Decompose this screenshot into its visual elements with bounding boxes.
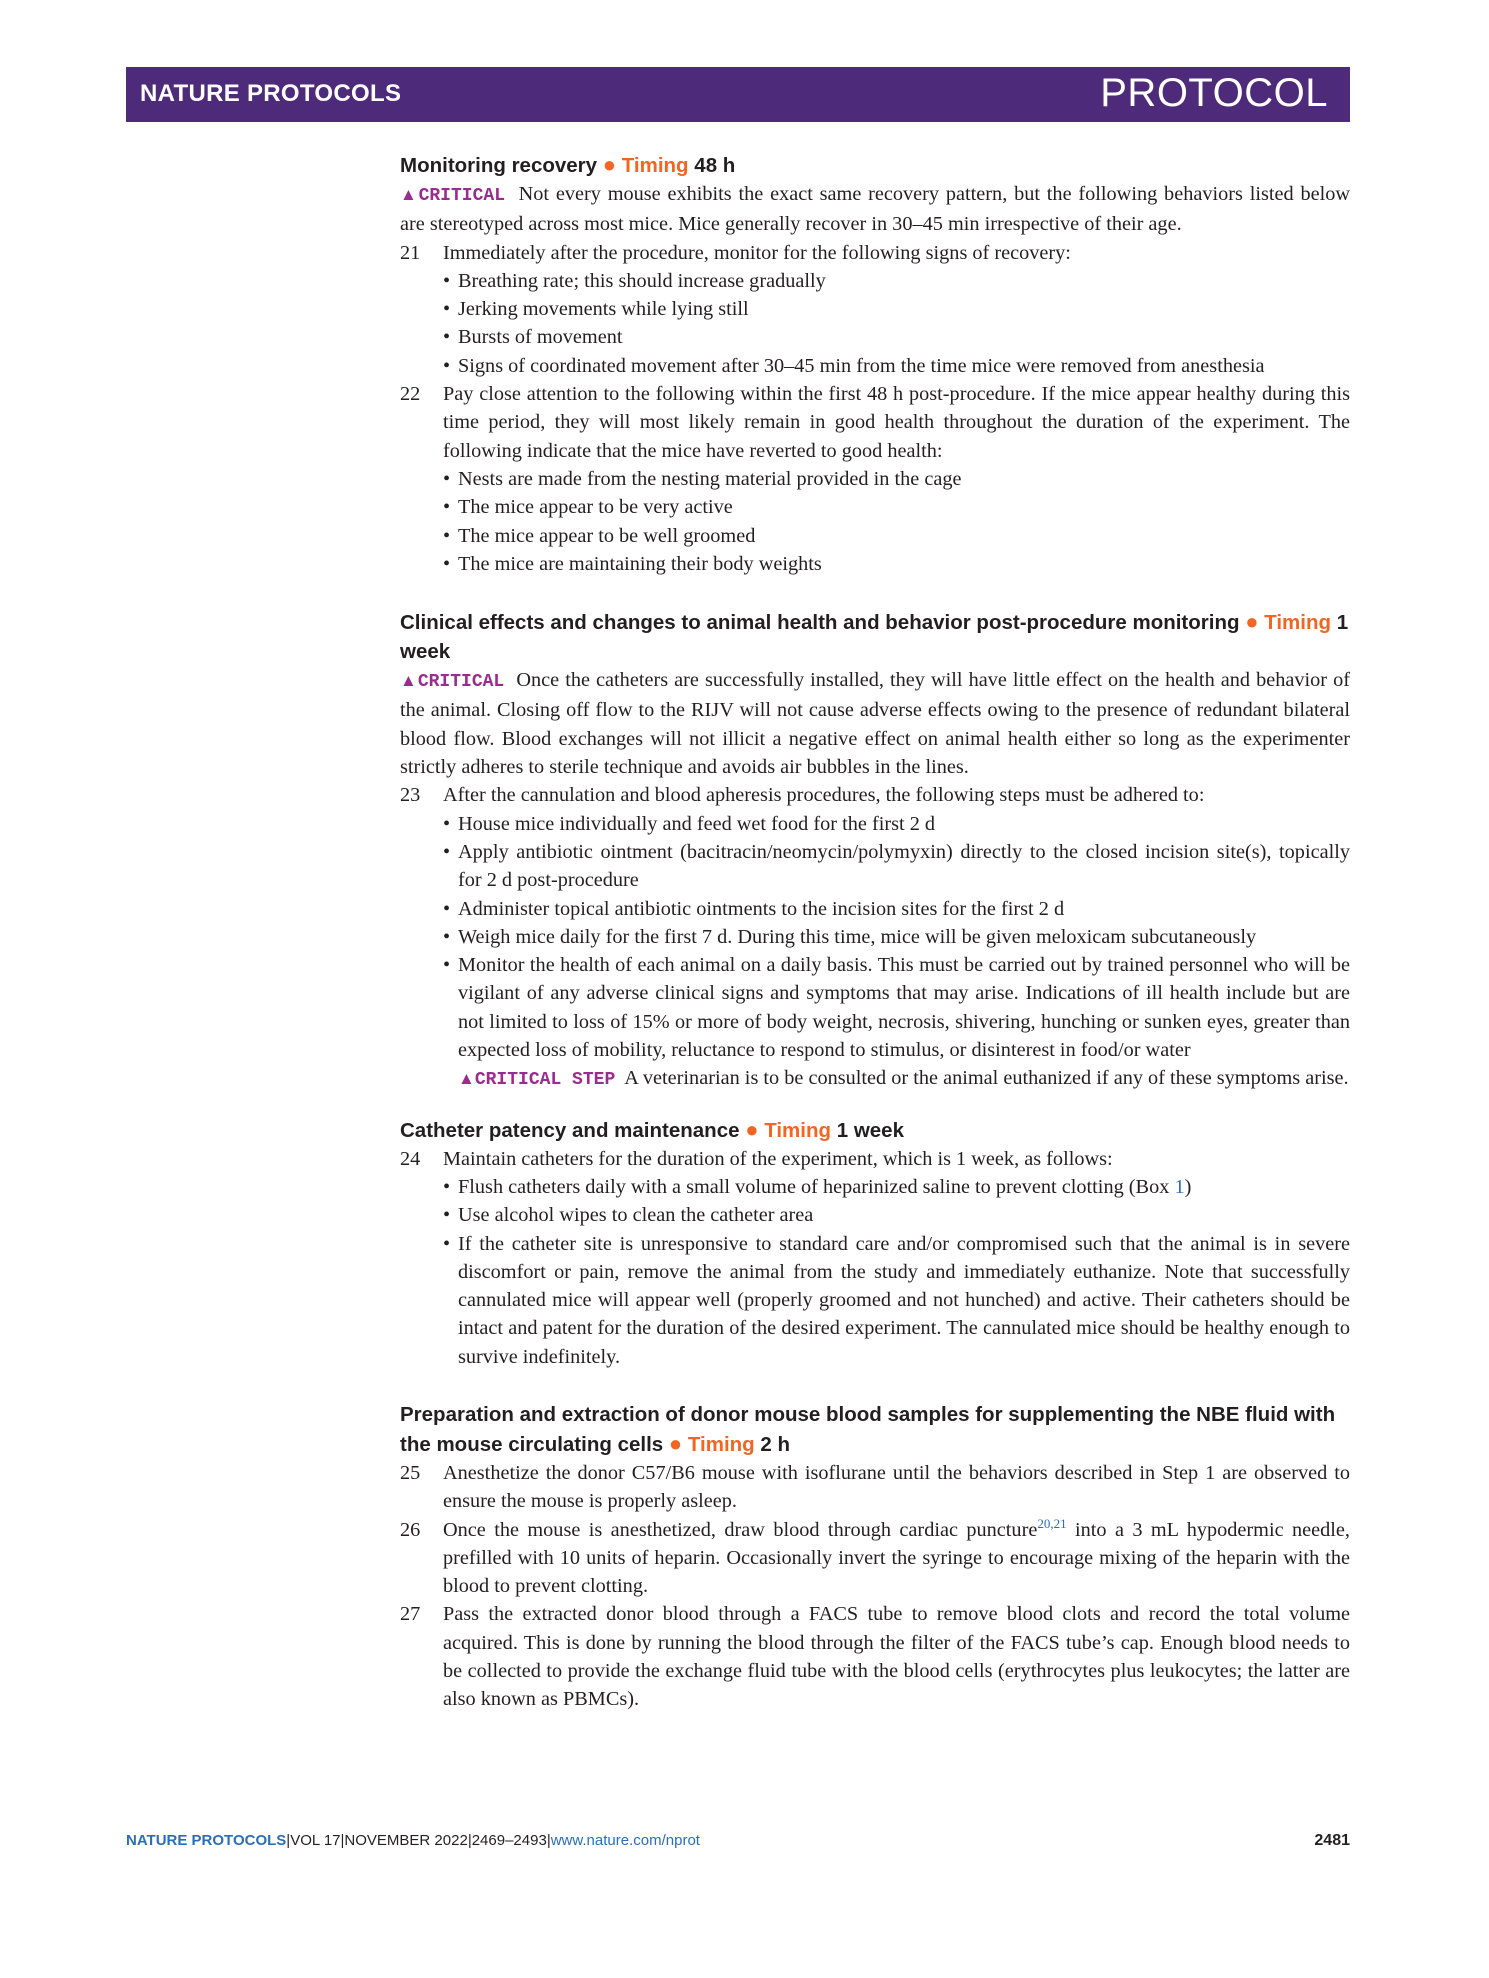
timing-value: 1 week <box>400 611 1349 664</box>
step-number: 27 <box>400 1603 421 1626</box>
bullet-icon: • <box>443 1175 451 1198</box>
bullet-item <box>443 1173 1350 1201</box>
timing-label: Timing <box>1264 611 1332 635</box>
step-item <box>400 380 1350 578</box>
timing-label: Timing <box>621 154 689 177</box>
section-heading <box>400 150 1350 180</box>
timing-value: 2 h <box>760 1432 791 1456</box>
bullet-text: Use alcohol wipes to clean the catheter area <box>458 1204 814 1227</box>
critical-step-note <box>443 1064 1350 1094</box>
bullet-text: Nests are made from the nesting material provided in the cage <box>458 467 962 490</box>
step-text-start: Once the mouse is anesthetized, draw blood through cardiac puncture <box>443 1518 1038 1541</box>
footer-pages: 2469–2493 <box>471 1832 547 1849</box>
section-heading <box>400 1400 1350 1459</box>
box-link[interactable]: 1 <box>1174 1175 1185 1198</box>
section-heading <box>400 607 1350 666</box>
critical-label: CRITICAL <box>417 672 505 693</box>
footer-date: NOVEMBER 2022 <box>344 1832 468 1849</box>
page-number: 2481 <box>1314 1832 1350 1849</box>
step-text: Immediately after the procedure, monitor for the following signs of recovery: <box>443 241 1071 264</box>
step-text <box>443 1516 1350 1601</box>
bullet-icon: • <box>443 1204 451 1227</box>
step-item <box>400 1516 1350 1601</box>
step-text: Pay close attention to the following within the first 48 h post-procedure. If the mice appear healthy during this time period, they will most likely remain in good health throughout the duration of the experiment. The following indicate that the mice have reverted to good health: <box>443 383 1350 462</box>
bullet-icon: • <box>443 298 451 321</box>
section-title: Clinical effects and changes to animal health and behavior post-procedure monitoring <box>400 611 1240 635</box>
bullet-item <box>443 951 1350 1064</box>
page-header <box>126 67 1350 122</box>
bullet-item <box>443 1230 1350 1371</box>
step-number: 23 <box>400 784 421 807</box>
footer-volume: VOL 17 <box>290 1832 341 1849</box>
timing-value: 1 week <box>836 1118 904 1142</box>
timing-label: Timing <box>764 1118 832 1142</box>
critical-text: Once the catheters are successfully installed, they will have little effect on the health and behavior of the animal. Closing off flow to the RIJV will not cause adverse effects owing to the presence of redundant bilateral blood flow. Blood exchanges will not illicit a negative effect on animal health either so long as the experimenter strictly adheres to sterile technique and avoids air bubbles in the lines. <box>400 669 1351 779</box>
bullet-icon: • <box>443 269 451 292</box>
bullet-icon: • <box>443 467 451 490</box>
section-title: Monitoring recovery <box>400 154 598 177</box>
main-content <box>400 150 1350 1714</box>
critical-step-text: A veterinarian is to be consulted or the animal euthanized if any of these symptoms arise. <box>624 1067 1349 1090</box>
timing-value: 48 h <box>694 154 736 177</box>
critical-note <box>400 180 1350 239</box>
bullet-text: Apply antibiotic ointment (bacitracin/neomycin/polymyxin) directly to the closed incision site(s), topically for 2 d post-procedure <box>458 840 1350 892</box>
bullet-icon: • <box>443 812 451 835</box>
footer-url-link[interactable]: www.nature.com/nprot <box>550 1832 700 1849</box>
bullet-text-end: ) <box>1184 1175 1192 1198</box>
step-text-end: into a 3 mL hypodermic needle, prefilled with 10 units of heparin. Occasionally invert the syringe to encourage mixing of the heparin with the blood to prevent clotting. <box>443 1518 1350 1598</box>
bullet-text: Monitor the health of each animal on a daily basis. This must be carried out by trained personnel who will be vigilant of any adverse clinical signs and symptoms that may arise. Indications of ill health include but are not limited to loss of 15% or more of body weight, necrosis, shivering, hunching or sunken eyes, greater than expected loss of mobility, reluctance to respond to stimulus, or disinterest in food/or water <box>458 954 1350 1062</box>
critical-triangle-icon: ▲ <box>400 185 419 204</box>
bullet-text: Flush catheters daily with a small volume of heparinized saline to prevent clotting (Box <box>458 1175 1175 1198</box>
timing-dot-icon: ● <box>745 1116 759 1142</box>
section-title: Preparation and extraction of donor mouse blood samples for supplementing the NBE fluid with the mouse circulating cells <box>400 1402 1336 1456</box>
bullet-item <box>443 810 1350 838</box>
bullet-icon: • <box>443 524 451 547</box>
critical-triangle-icon: ▲ <box>400 671 418 691</box>
critical-note <box>400 666 1350 781</box>
critical-label: CRITICAL <box>418 186 505 206</box>
bullet-icon: • <box>443 1232 451 1255</box>
bullet-item <box>443 295 1350 323</box>
reference-link[interactable]: 20,21 <box>1037 1515 1067 1531</box>
bullet-icon: • <box>443 954 451 977</box>
bullet-text: House mice individually and feed wet food for the first 2 d <box>458 812 936 835</box>
bullet-icon: • <box>443 925 451 948</box>
step-item <box>400 1459 1350 1516</box>
step-item <box>400 1145 1350 1371</box>
step-number: 24 <box>400 1147 421 1170</box>
bullet-item <box>443 923 1350 951</box>
bullet-item <box>443 323 1350 351</box>
bullet-item <box>443 465 1350 493</box>
timing-dot-icon: ● <box>1245 609 1259 635</box>
bullet-item <box>443 1201 1350 1229</box>
critical-step-label: CRITICAL STEP <box>474 1070 616 1091</box>
bullet-item <box>443 838 1350 895</box>
step-text: After the cannulation and blood apheresis procedures, the following steps must be adhered to: <box>443 784 1205 807</box>
bullet-icon: • <box>443 552 451 575</box>
bullet-item <box>443 267 1350 295</box>
bullet-text: The mice are maintaining their body weights <box>458 552 822 575</box>
bullet-item <box>443 895 1350 923</box>
bullet-text: Administer topical antibiotic ointments to the incision sites for the first 2 d <box>458 897 1065 920</box>
section-heading <box>400 1115 1350 1145</box>
bullet-text: If the catheter site is unresponsive to standard care and/or compromised such that the animal is in severe discomfort or pain, remove the animal from the study and immediately euthanize. Note that successfully cannulated mice will appear well (properly groomed and not hunched) and active. Their catheters should be intact and patent for the duration of the desired experiment. The cannulated mice should be healthy enough to survive indefinitely. <box>458 1232 1350 1368</box>
bullet-icon: • <box>443 897 451 920</box>
journal-name: NATURE PROTOCOLS <box>140 80 402 107</box>
footer-journal: NATURE PROTOCOLS <box>126 1832 287 1849</box>
critical-triangle-icon: ▲ <box>458 1069 475 1089</box>
step-number: 25 <box>400 1461 421 1484</box>
step-text: Maintain catheters for the duration of the experiment, which is 1 week, as follows: <box>443 1147 1113 1170</box>
bullet-icon: • <box>443 496 451 519</box>
bullet-text: The mice appear to be well groomed <box>458 524 756 547</box>
article-type: PROTOCOL <box>1100 71 1328 115</box>
bullet-item <box>443 522 1350 550</box>
step-item <box>400 1600 1350 1713</box>
critical-text: Not every mouse exhibits the exact same recovery pattern, but the following behaviors listed below are stereotyped across most mice. Mice generally recover in 30–45 min irrespective of their age. <box>400 183 1351 236</box>
bullet-text: Signs of coordinated movement after 30–45 min from the time mice were removed from anesthesia <box>458 354 1265 377</box>
step-number: 22 <box>400 383 421 406</box>
bullet-text: Jerking movements while lying still <box>458 298 749 321</box>
bullet-icon: • <box>443 840 451 863</box>
timing-label: Timing <box>687 1432 755 1456</box>
step-number: 21 <box>400 241 421 264</box>
bullet-icon: • <box>443 326 451 349</box>
step-text: Anesthetize the donor C57/B6 mouse with isoflurane until the behaviors described in Step 1 are observed to ensure the mouse is properly asleep. <box>443 1461 1350 1513</box>
step-item <box>400 239 1350 380</box>
bullet-icon: • <box>443 354 451 377</box>
bullet-item <box>443 352 1350 380</box>
step-text: Pass the extracted donor blood through a FACS tube to remove blood clots and record the total volume acquired. This is done by running the blood through the filter of the FACS tube’s cap. Enough blood needs to be collected to provide the exchange fluid tube with the blood cells (erythrocytes plus leukocytes; the latter are also known as PBMCs). <box>443 1603 1350 1711</box>
section-title: Catheter patency and maintenance <box>400 1118 740 1142</box>
bullet-item <box>443 493 1350 521</box>
bullet-text: The mice appear to be very active <box>458 496 733 519</box>
timing-dot-icon: ● <box>602 152 617 177</box>
page-footer: NATURE PROTOCOLS|VOL 17|NOVEMBER 2022|2469–2493|www.nature.com/nprot 2481 <box>126 1832 1350 1849</box>
step-number: 26 <box>400 1518 421 1541</box>
bullet-item <box>443 550 1350 578</box>
timing-dot-icon: ● <box>668 1430 683 1456</box>
bullet-text: Weigh mice daily for the first 7 d. During this time, mice will be given meloxicam subcutaneously <box>458 925 1257 948</box>
bullet-text: Breathing rate; this should increase gradually <box>458 269 826 292</box>
step-item <box>400 781 1350 1094</box>
bullet-text: Bursts of movement <box>458 326 623 349</box>
